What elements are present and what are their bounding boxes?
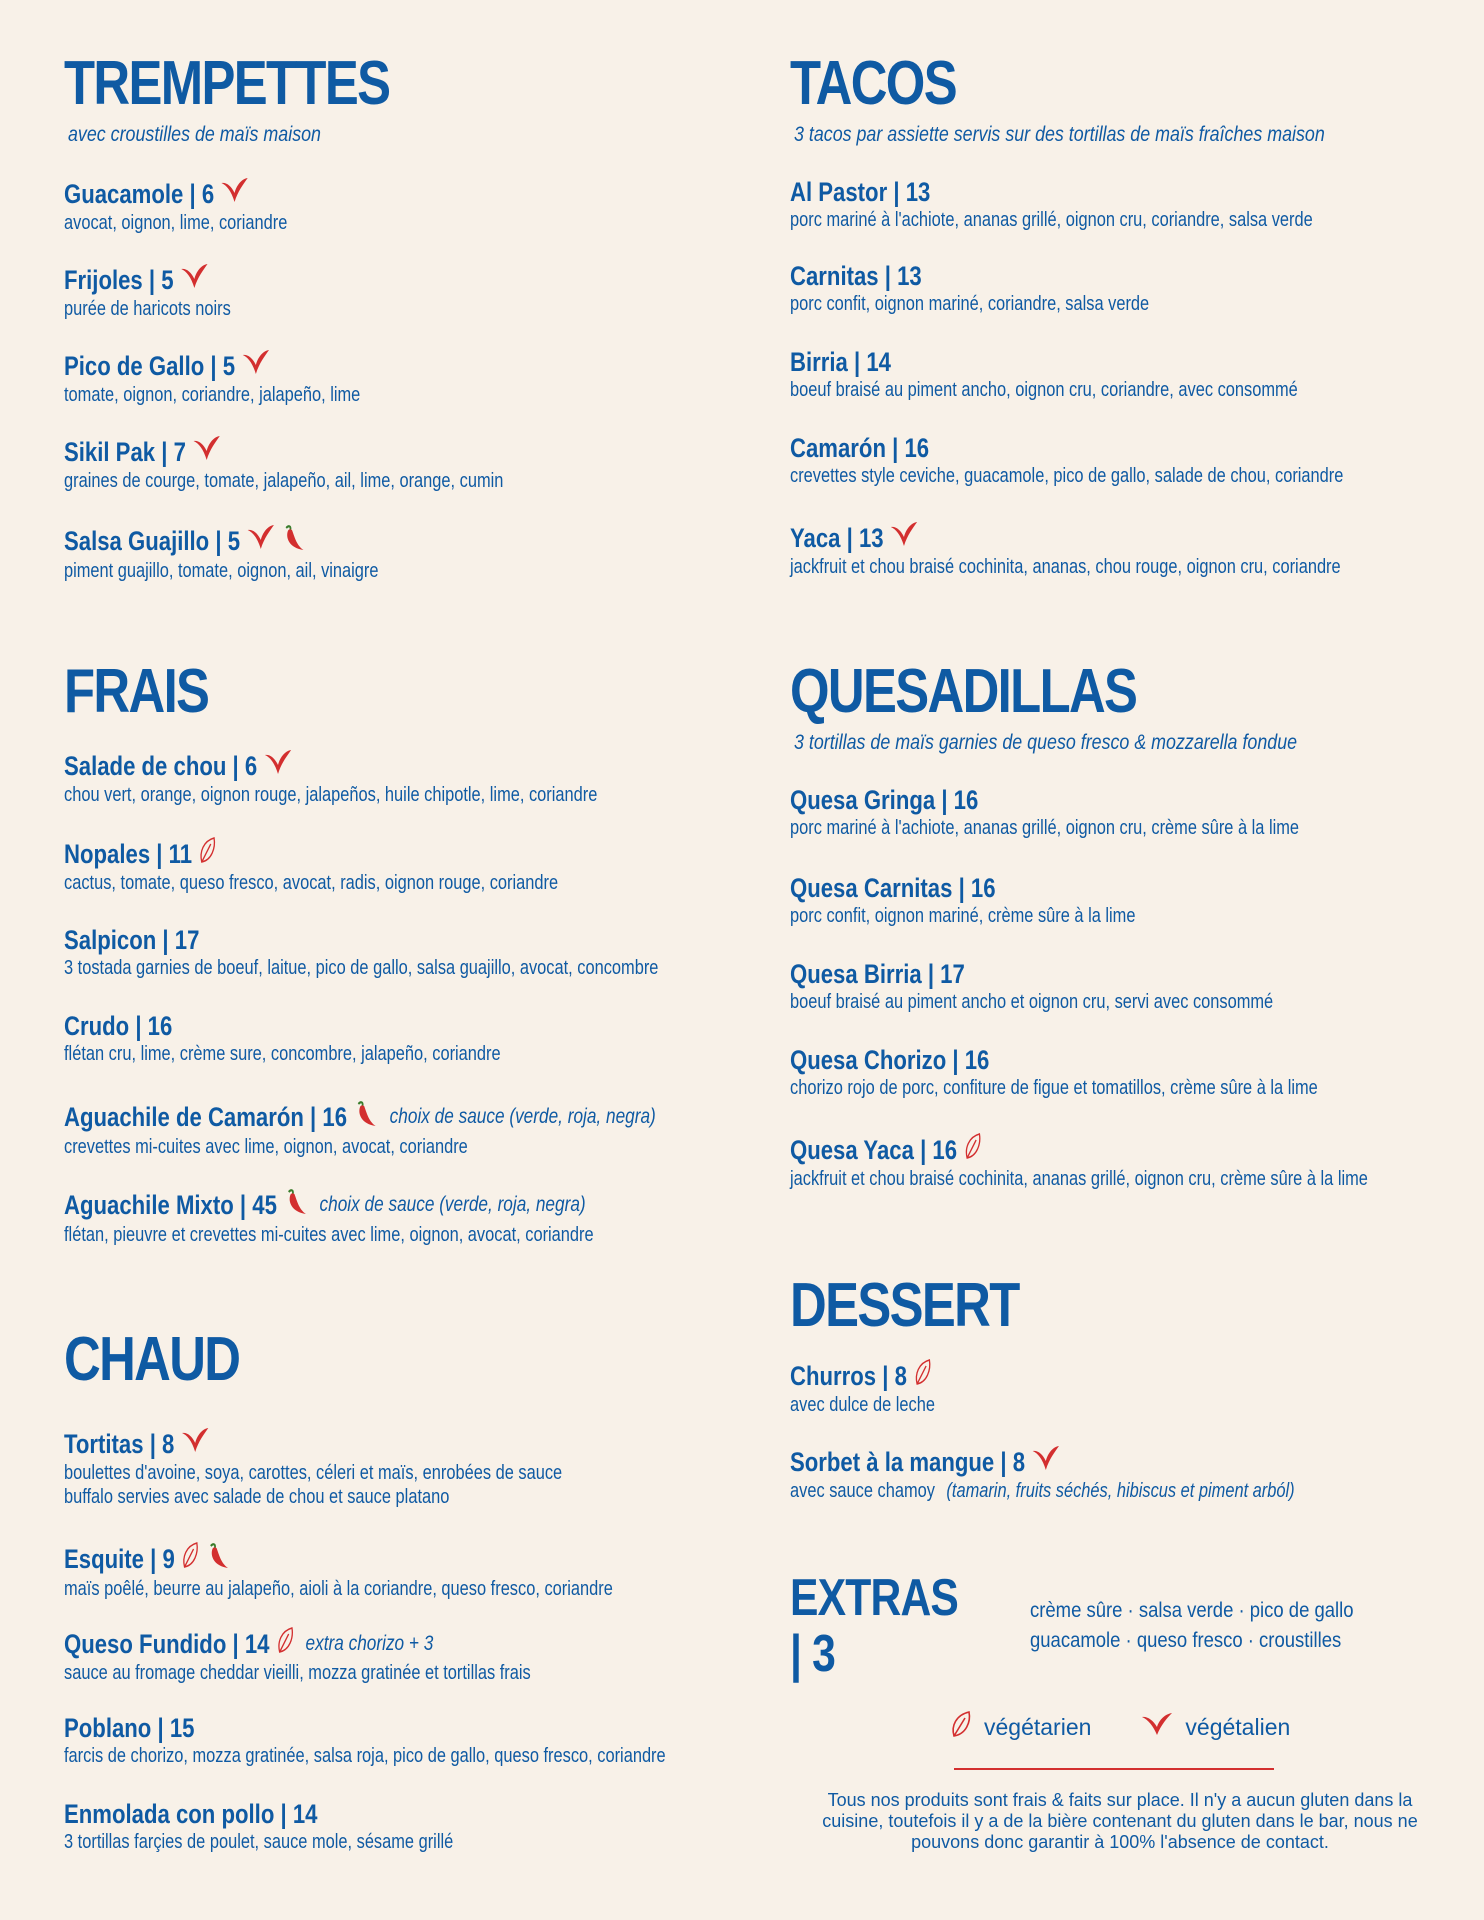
menu-item [790, 872, 1211, 928]
menu-item-description-note: (tamarin, fruits séchés, hibiscus et piment arból) [946, 1480, 1295, 1502]
vegan-icon [181, 1426, 209, 1461]
legend-vegan-label: végétalien [1185, 1713, 1291, 1740]
legend-vegetarian-label: végétarien [984, 1713, 1092, 1740]
menu-item-description [64, 1661, 531, 1685]
menu-item-name: Salpicon | 17 [64, 925, 200, 955]
menu-item [64, 1712, 798, 1768]
menu-item-description-text: boeuf braisé au piment ancho, oignon cru, coriandre, avec consommé [790, 379, 1298, 401]
menu-item-description [64, 1744, 666, 1768]
menu-item [790, 784, 1411, 840]
chili-icon [354, 1098, 379, 1135]
menu-item-description-text: piment guajillo, tomate, oignon, ail, vinaigre [64, 560, 379, 582]
menu-item-description-text: graines de courge, tomate, jalapeño, ail, lime, orange, cumin [64, 470, 504, 492]
menu-item [64, 1098, 786, 1159]
section-chaud [64, 1325, 764, 1853]
section-title: DESSERT [790, 1271, 1019, 1340]
section-title: CHAUD [64, 1325, 240, 1394]
vegetarian-icon [181, 1541, 199, 1576]
menu-item-name: Camarón | 16 [790, 433, 930, 463]
vegan-icon [890, 520, 918, 555]
menu-item-description-text: cactus, tomate, queso fresco, avocat, radis, oignon rouge, coriandre [64, 872, 559, 894]
menu-item-header [64, 1540, 613, 1577]
menu-item-name: Sikil Pak | 7 [64, 436, 186, 467]
menu-item-description-text: jackfruit et chou braisé cochinita, ananas, chou rouge, oignon cru, coriandre [790, 556, 1341, 578]
menu-item-name: Frijoles | 5 [64, 264, 174, 295]
vegetarian-icon [199, 836, 217, 871]
vegetarian-icon [276, 1626, 294, 1661]
menu-item-description [64, 1042, 501, 1066]
menu-item-name: Enmolada con pollo | 14 [64, 1799, 318, 1829]
menu-item-description [64, 1223, 594, 1247]
footer-note [810, 1790, 1430, 1853]
menu-item-description [64, 211, 287, 235]
chili-icon [281, 522, 306, 559]
section-quesadillas [790, 657, 1470, 1190]
menu-item-note: choix de sauce (verde, roja, negra) [389, 1104, 656, 1128]
menu-item-name: Sorbet à la mangue | 8 [790, 1446, 1026, 1477]
menu-item-name: Quesa Gringa | 16 [790, 785, 979, 815]
divider-rule [954, 1768, 1274, 1770]
menu-item-header [64, 1712, 666, 1744]
menu-item-header [64, 1626, 531, 1661]
menu-item-name: Tortitas | 8 [64, 1428, 175, 1459]
menu-item-header [64, 1186, 594, 1223]
extras-list [1030, 1596, 1354, 1656]
menu-item [790, 1358, 967, 1417]
menu-item-header [790, 1444, 1295, 1479]
menu-item-name: Yaca | 13 [790, 522, 884, 553]
vegan-icon [1032, 1444, 1060, 1479]
menu-item-description [64, 559, 379, 583]
menu-item-header [790, 784, 1299, 816]
section-title: QUESADILLAS [790, 657, 1137, 726]
menu-item-description-text: chorizo rojo de porc, confiture de figue et tomatillos, crème sûre à la lime [790, 1077, 1318, 1099]
menu-item [790, 432, 1465, 488]
menu-item-description [790, 1393, 935, 1417]
menu-item-header [64, 522, 379, 559]
menu-item-header [790, 432, 1343, 464]
menu-item-description-text: flétan cru, lime, crème sure, concombre, jalapeño, coriandre [64, 1043, 501, 1065]
menu-item-description [790, 292, 1149, 316]
menu-item-description [64, 469, 503, 493]
menu-item-name: Guacamole | 6 [64, 178, 215, 209]
menu-item-description [790, 378, 1298, 402]
menu-item-description-text: tomate, oignon, coriandre, jalapeño, lime [64, 384, 361, 406]
section-title: TACOS [790, 49, 956, 118]
menu-item-description [64, 1461, 562, 1485]
vegan-icon [180, 262, 208, 297]
menu-item-description [790, 904, 1135, 928]
menu-item-description-text: boeuf braisé au piment ancho et oignon cru, servi avec consommé [790, 991, 1274, 1013]
menu-item-header [64, 748, 597, 783]
menu-item-header [790, 1044, 1318, 1076]
menu-item-description [64, 1135, 656, 1159]
chili-icon [283, 1186, 308, 1223]
menu-item-description-text: boulettes d'avoine, soya, carottes, céleri et maïs, enrobées de sauce [64, 1462, 563, 1484]
menu-item [790, 958, 1379, 1014]
menu-item [790, 260, 1228, 316]
menu-item-description-text: crevettes mi-cuites avec lime, oignon, avocat, coriandre [64, 1136, 468, 1158]
vegan-icon [1141, 1711, 1173, 1743]
menu-item [790, 1132, 1484, 1191]
menu-item [790, 1444, 1405, 1503]
vegan-icon [221, 176, 249, 211]
menu-item [64, 1010, 596, 1066]
menu-item-description [790, 816, 1299, 840]
menu-item [64, 1540, 733, 1601]
menu-item [790, 346, 1409, 402]
menu-item-description [64, 1830, 453, 1854]
menu-item-description-text: avec dulce de leche [790, 1394, 935, 1416]
menu-item-description-text: avec sauce chamoy [790, 1480, 935, 1502]
menu-item [64, 262, 267, 321]
section-title: FRAIS [64, 657, 209, 726]
menu-item-description-text: farcis de chorizo, mozza gratinée, salsa roja, pico de gallo, queso fresco, coriandre [64, 1745, 666, 1767]
menu-item-name: Queso Fundido | 14 [64, 1628, 270, 1659]
menu-item-description-text: chou vert, orange, oignon rouge, jalapeños, huile chipotle, lime, coriandre [64, 784, 598, 806]
menu-item-description [790, 464, 1343, 488]
section-frais [64, 657, 764, 1246]
extras-title: EXTRAS | 3 [790, 1569, 959, 1683]
menu-item-header [790, 520, 1341, 555]
menu-item-description [64, 956, 658, 980]
section-title: TREMPETTES [64, 49, 390, 118]
menu-item-header [64, 434, 503, 469]
section-trempettes [64, 49, 764, 582]
legend [950, 1710, 1484, 1744]
footer-line-1: Tous nos produits sont frais & faits sur place. Il n'y a aucun gluten dans la [827, 1790, 1413, 1810]
menu-item-name: Quesa Chorizo | 16 [790, 1045, 990, 1075]
menu-item-description [790, 1076, 1318, 1100]
menu-item-header [64, 1426, 562, 1461]
menu-item-name: Poblano | 15 [64, 1713, 195, 1743]
menu-item-description-text: flétan, pieuvre et crevettes mi-cuites avec lime, oignon, avocat, coriandre [64, 1224, 594, 1246]
menu-item-header [790, 958, 1273, 990]
menu-item [790, 1044, 1434, 1100]
menu-item [64, 348, 425, 407]
menu-item-name: Churros | 8 [790, 1360, 907, 1391]
footer-line-2: cuisine, toutefois il y a de la bière contenant du gluten dans le bar, nous ne [822, 1811, 1418, 1831]
section-subtitle: 3 tortillas de maïs garnies de queso fresco & mozzarella fondue [794, 731, 1298, 754]
menu-item [64, 1426, 672, 1509]
menu-item [64, 1798, 539, 1854]
menu-item-header [790, 872, 1135, 904]
menu-item-name: Salsa Guajillo | 5 [64, 525, 241, 556]
menu-item-description-text: porc confit, oignon mariné, coriandre, salsa verde [790, 293, 1150, 315]
menu-item [64, 924, 789, 980]
menu-item-header [64, 176, 287, 211]
menu-item-description-text: maïs poêlé, beurre au jalapeño, aioli à la coriandre, queso fresco, coriandre [64, 1578, 613, 1600]
menu-item-name: Nopales | 11 [64, 838, 193, 869]
menu-item-name: Aguachile Mixto | 45 [64, 1189, 277, 1220]
menu-item-description [64, 783, 597, 807]
menu-item-name: Crudo | 16 [64, 1011, 173, 1041]
menu-item-header [64, 1098, 656, 1135]
menu-item-header [790, 1358, 935, 1393]
footer-line-3: pouvons donc garantir à 100% l'absence de contact. [911, 1832, 1329, 1852]
chili-icon [206, 1540, 231, 1577]
menu-item-header [790, 260, 1149, 292]
menu-item-header [790, 176, 1313, 208]
vegetarian-icon [950, 1710, 972, 1744]
legend-vegan [1141, 1710, 1290, 1744]
menu-item-description-text: crevettes style ceviche, guacamole, pico de gallo, salade de chou, coriandre [790, 465, 1344, 487]
legend-vegetarian [950, 1710, 1091, 1744]
menu-item-description-text: jackfruit et chou braisé cochinita, ananas grillé, oignon cru, crème sûre à la lime [790, 1168, 1368, 1190]
menu-item-name: Aguachile de Camarón | 16 [64, 1101, 348, 1132]
menu-item-name: Pico de Gallo | 5 [64, 350, 236, 381]
menu-item-description [64, 297, 231, 321]
menu-item-header [64, 1798, 453, 1830]
menu-item-header [64, 1010, 501, 1042]
vegan-icon [242, 348, 270, 383]
vegetarian-icon [913, 1358, 931, 1393]
menu-item-name: Quesa Yaca | 16 [790, 1134, 958, 1165]
section-dessert [790, 1271, 1470, 1502]
menu-item-description [790, 1479, 1295, 1503]
menu-item-description [64, 871, 558, 895]
menu-item-description [790, 208, 1313, 232]
menu-item [64, 1186, 710, 1247]
menu-item-description [64, 1577, 613, 1601]
menu-item-description [790, 1167, 1368, 1191]
menu-item-header [790, 346, 1298, 378]
menu-item-description-text: purée de haricots noirs [64, 298, 231, 320]
menu-item-name: Carnitas | 13 [790, 261, 922, 291]
menu-item-header [64, 262, 231, 297]
section-tacos [790, 49, 1470, 578]
menu-item [790, 520, 1462, 579]
menu-item-header [64, 836, 558, 871]
menu-item-description [790, 990, 1273, 1014]
menu-item-name: Esquite | 9 [64, 1543, 175, 1574]
menu-item-description-text: porc mariné à l'achiote, ananas grillé, oignon cru, crème sûre à la lime [790, 817, 1300, 839]
menu-item [64, 1626, 633, 1685]
menu-item [64, 836, 667, 895]
menu-item-description-text: 3 tortillas farçies de poulet, sauce mole, sésame grillé [64, 1831, 454, 1853]
menu-item-name: Al Pastor | 13 [790, 177, 931, 207]
menu-item-description-text: porc confit, oignon mariné, crème sûre à la lime [790, 905, 1136, 927]
menu-item-description-text: avocat, oignon, lime, coriandre [64, 212, 288, 234]
vegan-icon [192, 434, 220, 469]
menu-item-header [64, 348, 360, 383]
section-extras [790, 1570, 1470, 1682]
menu-item-description-line-2: buffalo servies avec salade de chou et sauce platano [64, 1486, 450, 1508]
menu-item-description [790, 555, 1341, 579]
menu-item-note: choix de sauce (verde, roja, negra) [319, 1192, 586, 1216]
menu-item-name: Birria | 14 [790, 347, 891, 377]
vegan-icon [247, 523, 275, 558]
menu-item [64, 522, 448, 583]
menu-item [64, 176, 336, 235]
menu-item-header [64, 924, 658, 956]
section-subtitle: 3 tacos par assiette servis sur des tortillas de maïs fraîches maison [794, 123, 1325, 146]
menu-item-description-text: sauce au fromage cheddar vieilli, mozza gratinée et tortillas frais [64, 1662, 531, 1684]
menu-item-name: Quesa Carnitas | 16 [790, 873, 996, 903]
extras-line-1: crème sûre · salsa verde · pico de gallo [1030, 1599, 1354, 1622]
menu-item [64, 748, 714, 807]
section-subtitle: avec croustilles de maïs maison [68, 123, 321, 146]
menu-item [64, 434, 600, 493]
vegan-icon [264, 748, 292, 783]
menu-item [790, 176, 1428, 232]
menu-item-note: extra chorizo + 3 [305, 1631, 434, 1655]
menu-item-header [790, 1132, 1368, 1167]
vegetarian-icon [964, 1132, 982, 1167]
menu-item-name: Salade de chou | 6 [64, 750, 258, 781]
menu-item-description-text: 3 tostada garnies de boeuf, laitue, pico de gallo, salsa guajillo, avocat, concombre [64, 957, 659, 979]
menu-item-description-text: porc mariné à l'achiote, ananas grillé, oignon cru, coriandre, salsa verde [790, 209, 1313, 231]
menu-item-name: Quesa Birria | 17 [790, 959, 965, 989]
menu-item-description [64, 383, 360, 407]
extras-line-2: guacamole · queso fresco · croustilles [1030, 1629, 1342, 1652]
